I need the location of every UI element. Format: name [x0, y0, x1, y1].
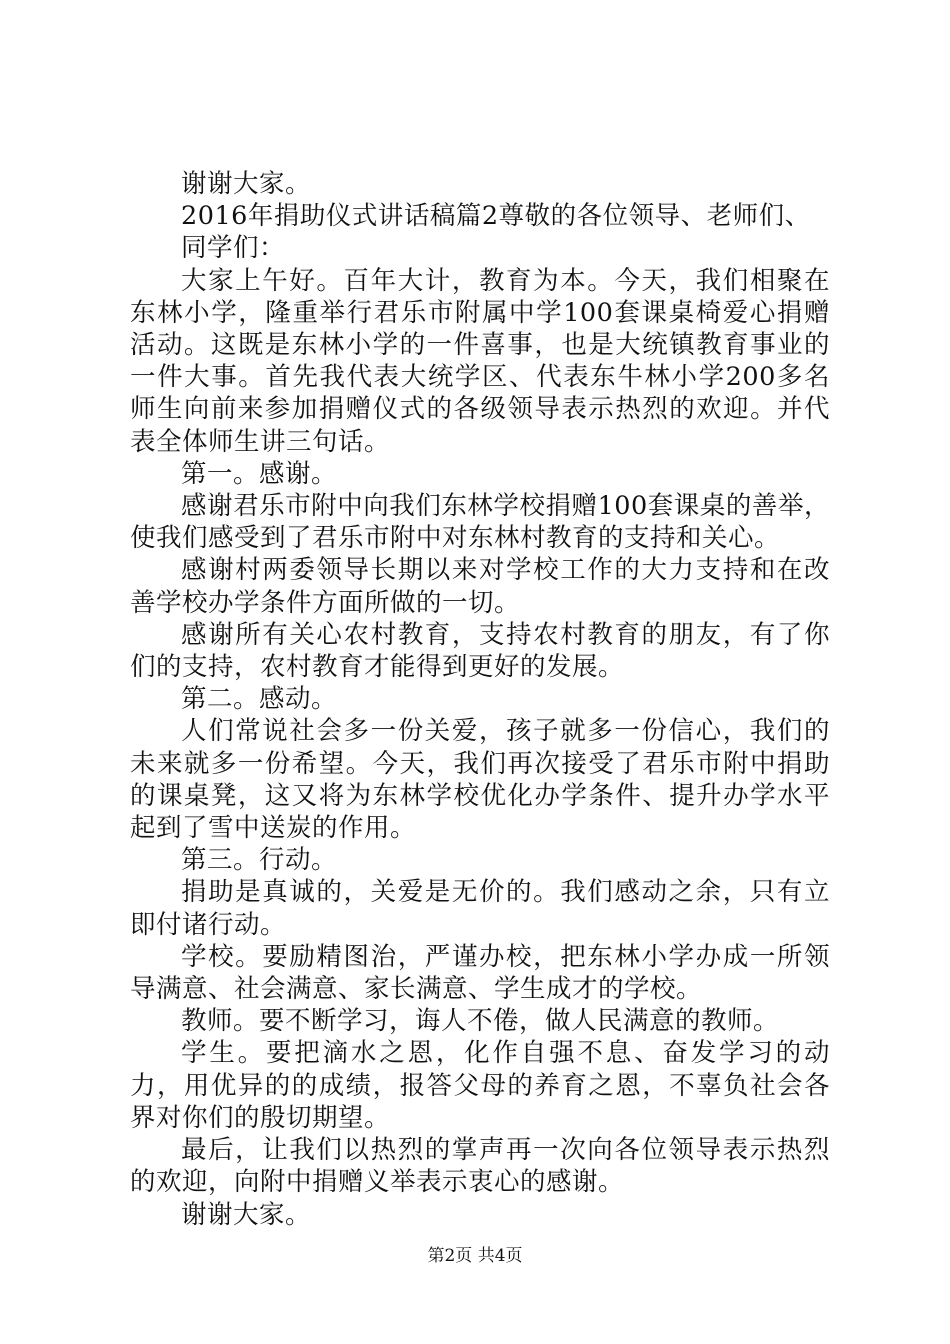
paragraph: 教师。要不断学习，诲人不倦，做人民满意的教师。 [181, 1006, 780, 1037]
paragraph: 最后，让我们以热烈的掌声再一次向各位领导表示热烈的欢迎，向附中捐赠义举表示衷心的感谢。 [130, 1135, 830, 1198]
page-footer [0, 1245, 950, 1267]
paragraph: 感谢所有关心农村教育，支持农村教育的朋友，有了你们的支持，农村教育才能得到更好的发展。 [130, 619, 830, 683]
paragraph: 同学们： [181, 233, 286, 264]
paragraph: 感谢君乐市附中向我们东林学校捐赠100套课桌的善举，使我们感受到了君乐市附中对东林村教育的支持和关心。 [130, 491, 830, 554]
paragraph: 感谢村两委领导长期以来对学校工作的大力支持和在改善学校办学条件方面所做的一切。 [130, 555, 830, 618]
paragraph: 2016年捐助仪式讲话稿篇2尊敬的各位领导、老师们、 [181, 201, 811, 232]
page-number-label: 第2页 共4页 [427, 1246, 523, 1266]
paragraph: 大家上午好。百年大计，教育为本。今天，我们相聚在东林小学，隆重举行君乐市附属中学100套课桌椅爱心捐赠活动。这既是东林小学的一件喜事，也是大统镇教育事业的一件大事。首先我代表大统学区、代表东牛林小学200多名师生向前来参加捐赠仪式的各级领导表示热烈的欢迎。并代表全体师生讲三句话。 [130, 265, 830, 457]
paragraph: 学校。要励精图治，严谨办校，把东林小学办成一所领导满意、社会满意、家长满意、学生成才的学校。 [130, 941, 830, 1005]
paragraph: 谢谢大家。 [181, 169, 312, 199]
paragraph: 谢谢大家。 [181, 1199, 312, 1230]
document-body [130, 168, 830, 1231]
paragraph: 第三。行动。 [181, 845, 338, 876]
paragraph: 捐助是真诚的，关爱是无价的。我们感动之余，只有立即付诸行动。 [130, 877, 830, 940]
paragraph: 第二。感动。 [181, 684, 338, 715]
paragraph: 人们常说社会多一份关爱，孩子就多一份信心，我们的未来就多一份希望。今天，我们再次接受了君乐市附中捐助的课桌凳，这又将为东林学校优化办学条件、提升办学水平起到了雪中送炭的作用。 [130, 716, 830, 844]
paragraph: 第一。感谢。 [181, 458, 338, 489]
paragraph: 学生。要把滴水之恩，化作自强不息、奋发学习的动力，用优异的的成绩，报答父母的养育之恩，不辜负社会各界对你们的殷切期望。 [130, 1038, 830, 1133]
